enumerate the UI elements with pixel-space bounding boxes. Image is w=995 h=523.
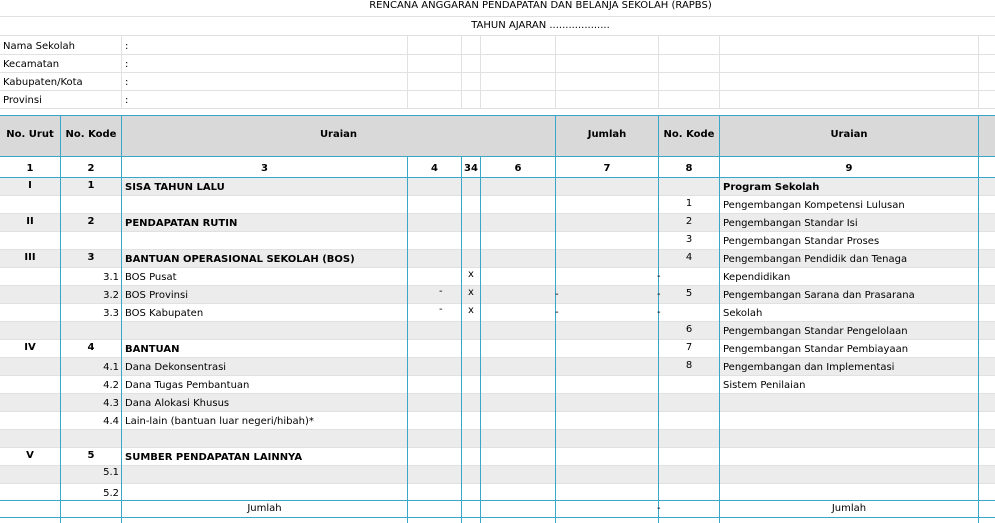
row-col4: - [439, 286, 443, 297]
row-urut: IV [24, 342, 36, 353]
row-kode: 4.3 [103, 398, 119, 409]
right-row-kode: 7 [685, 342, 693, 353]
header-uraian-right: Uraian [830, 129, 868, 140]
row-uraian: BOS Pusat [125, 272, 177, 283]
province-value[interactable]: : [125, 95, 129, 106]
right-row-uraian: Pengembangan Pendidik dan Tenaga [723, 254, 908, 265]
row-kode: 3.3 [103, 308, 119, 319]
col-number: 6 [514, 163, 522, 174]
row-uraian: Dana Tugas Pembantuan [125, 380, 250, 391]
header-no-urut: No. Urut [6, 129, 54, 140]
dash-mark: - [657, 271, 661, 282]
regency-label: Kabupaten/Kota [3, 77, 83, 88]
col-number: 9 [845, 163, 853, 174]
row-uraian: Lain-lain (bantuan luar negeri/hibah)* [125, 416, 314, 427]
regency-value[interactable]: : [125, 77, 129, 88]
row-band [0, 465, 995, 483]
right-row-kode: 5 [685, 288, 693, 299]
row-kode: 4.1 [103, 362, 119, 373]
col-number: 4 [431, 163, 438, 174]
page-subtitle: TAHUN AJARAN ................... [471, 20, 610, 31]
row-band [0, 429, 995, 447]
row-uraian: SUMBER PENDAPATAN LAINNYA [125, 452, 303, 463]
right-row-uraian: Pengembangan Kompetensi Lulusan [723, 200, 905, 211]
col-number: 3 [261, 163, 268, 174]
row-uraian: BANTUAN OPERASIONAL SEKOLAH (BOS) [125, 254, 355, 265]
row-kode: 4.2 [103, 380, 119, 391]
page-title: RENCANA ANGGARAN PENDAPATAN DAN BELANJA SEKOLAH (RAPBS) [369, 0, 712, 11]
right-row-uraian: Program Sekolah [723, 182, 820, 193]
row-uraian: SISA TAHUN LALU [125, 182, 225, 193]
right-row-uraian: Sistem Penilaian [723, 380, 806, 391]
col-number: 7 [603, 163, 611, 174]
right-row-uraian: Pengembangan Standar Pembiayaan [723, 344, 909, 355]
row-kode: 3.1 [103, 272, 119, 283]
col-number: 8 [685, 163, 693, 174]
right-row-uraian: Sekolah [723, 308, 763, 319]
right-row-uraian: Pengembangan Sarana dan Prasarana [723, 290, 915, 301]
row-kode: 4 [87, 342, 95, 353]
row-kode: 5.2 [103, 488, 119, 499]
row-uraian: BOS Kabupaten [125, 308, 204, 319]
row-kode: 4.4 [103, 416, 119, 427]
right-row-kode: 1 [685, 198, 693, 209]
total-label-left: Jumlah [247, 503, 282, 514]
row-urut: V [26, 450, 34, 461]
district-label: Kecamatan [3, 59, 60, 70]
total-label-right: Jumlah [831, 503, 867, 514]
right-row-kode: 4 [685, 252, 693, 263]
right-row-uraian: Pengembangan Standar Isi [723, 218, 858, 229]
right-row-uraian: Pengembangan Standar Pengelolaan [723, 326, 908, 337]
row-uraian: Dana Alokasi Khusus [125, 398, 230, 409]
row-urut: III [24, 252, 36, 263]
dash-mark: - [555, 289, 559, 300]
row-uraian: BOS Provinsi [125, 290, 188, 301]
right-row-kode: 3 [685, 234, 693, 245]
row-col34: x [468, 287, 474, 298]
row-urut: I [28, 180, 32, 191]
dash-mark: - [657, 289, 661, 300]
province-label: Provinsi [3, 95, 42, 106]
row-kode: 1 [87, 180, 95, 191]
district-value[interactable]: : [125, 59, 129, 70]
col-number: 34 [464, 163, 478, 174]
row-col34: x [468, 269, 474, 280]
row-uraian: PENDAPATAN RUTIN [125, 218, 238, 229]
header-jumlah: Jumlah [587, 129, 627, 140]
right-row-uraian: Kependidikan [723, 272, 791, 283]
right-row-uraian: Pengembangan Standar Proses [723, 236, 880, 247]
row-kode: 5.1 [103, 467, 119, 478]
row-urut: II [26, 216, 34, 227]
col-number: 1 [26, 163, 34, 174]
row-kode: 5 [87, 450, 95, 461]
right-row-kode: 8 [685, 360, 693, 371]
row-col4: - [439, 304, 443, 315]
row-kode: 2 [87, 216, 95, 227]
school-name-label: Nama Sekolah [3, 41, 75, 52]
row-col34: x [468, 305, 474, 316]
row-uraian: BANTUAN [125, 344, 180, 355]
right-row-kode: 2 [685, 216, 693, 227]
dash-mark: - [555, 307, 559, 318]
right-row-uraian: Pengembangan dan Implementasi [723, 362, 895, 373]
header-uraian: Uraian [319, 129, 358, 140]
header-no-kode: No. Kode [65, 129, 117, 140]
dash-mark: - [657, 307, 661, 318]
school-name-value[interactable]: : [125, 41, 129, 52]
header-no-kode-right: No. Kode [663, 129, 715, 140]
row-kode: 3 [87, 252, 95, 263]
col-number: 2 [87, 163, 95, 174]
dash-mark: - [657, 503, 661, 514]
row-kode: 3.2 [103, 290, 119, 301]
row-uraian: Dana Dekonsentrasi [125, 362, 227, 373]
right-row-kode: 6 [685, 324, 693, 335]
